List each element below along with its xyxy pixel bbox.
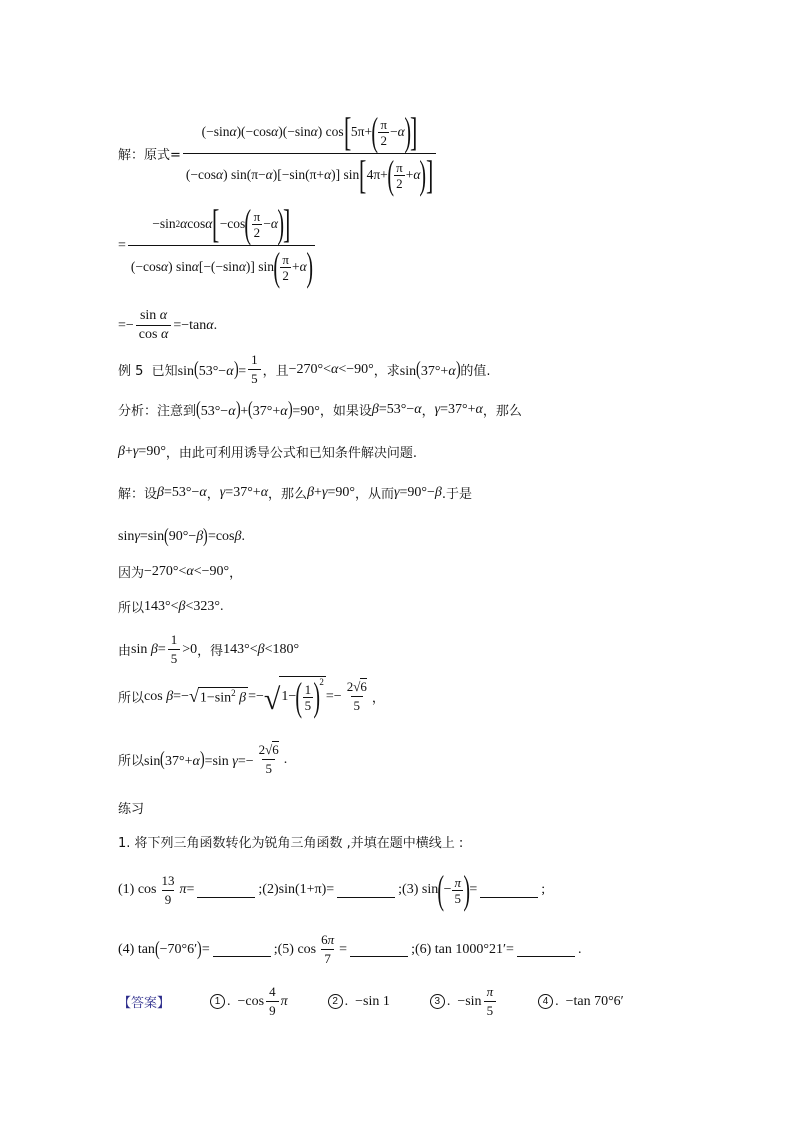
blank-6[interactable] <box>517 942 575 957</box>
solution2-line-3: 因为 −270°<α<−90° ， <box>118 563 243 581</box>
solution-line-3: =− sin α cos α =−tan α . <box>118 308 218 342</box>
solution2-line-1: 解：设 β=53°−α ， γ=37°+α ，那么 β+γ=90° ，从而 γ=90°−β .于是 <box>118 484 473 502</box>
blank-3[interactable] <box>480 883 538 898</box>
analysis-line-1: 分析：注意到 (53°−α)+(37°+α)=90° ，如果设 β=53°−α ， γ=37°+α ，那么 <box>118 398 522 420</box>
blank-4[interactable] <box>213 942 271 957</box>
example-label: 例 5 已知 <box>118 364 178 379</box>
blank-1[interactable] <box>197 883 255 898</box>
answer-1-marker: 1 <box>210 994 225 1009</box>
question-1: 1. 将下列三角函数转化为锐角三角函数 ,并填在题中横线上 : <box>118 836 464 851</box>
big-fraction-1: (−sin α )(−cos α )(−sin α ) cos [ 5π+ ( π 2 − α ) ] (−cos α ) sin(π− α )[−sin(π+ α )] sin [ 4π+ ( π 2 + α ) ] <box>183 112 436 195</box>
blank-2[interactable] <box>337 883 395 898</box>
answer-line: 【答案】 1 . −cos 4 9 π 2 . −sin 1 3 . −sin π 5 4 . −tan 70°6′ <box>118 984 624 1018</box>
solution2-line-6: 所以 cos β=− √ $1-\sin^2$ β =− √ 1− ( 1 5 ) $^2$ =− $\frac{2√6}{5}$ ， <box>118 674 385 719</box>
answer-label: 【答案】 <box>118 996 171 1011</box>
solution-line-2: = −sin 2 α cos α [ −cos ( π 2 − α ) ] (−cos α ) sin α [−(−sin α )] sin ( π 2 + α ) <box>118 204 317 287</box>
solution-label: 解：原式= <box>118 148 181 163</box>
answer-2-marker: 2 <box>328 994 343 1009</box>
answer-4-marker: 4 <box>538 994 553 1009</box>
analysis-line-2: β+γ=90° ，由此可利用诱导公式和已知条件解决问题. <box>118 443 418 461</box>
solution2-line-7: 所以 sin(37°+α)=sin γ=− $\frac{2√6}{5}$ . <box>118 742 288 776</box>
blank-5[interactable] <box>350 942 408 957</box>
question-1-row-1: (1) cos 13 9 π = ;(2)sin(1+π)= ;(3) sin ( − π 5 ) = ; <box>118 867 546 912</box>
solution2-line-2: sin γ =sin ( 90°− β ) =cos β . <box>118 525 245 547</box>
practice-heading: 练习 <box>118 802 145 817</box>
solution2-line-4: 所以 143°<β<323°. <box>118 598 224 616</box>
solution-line-1 <box>118 109 438 197</box>
question-1-row-2: (4) tan ( −70°6′ ) = ;(5) cos 6π 7 = ;(6) tan 1000°21′= . <box>118 932 582 966</box>
answer-3-marker: 3 <box>430 994 445 1009</box>
big-fraction-2: −sin 2 α cos α [ −cos ( π 2 − α ) ] (−cos α ) sin α [−(−sin α )] sin ( π 2 + α ) <box>128 204 315 287</box>
example-5: 例 5 已知 sin(53°−α)= $\frac{1}{5}$ ，且 −270°<α<−90° ，求 sin(37°+α) 的值. <box>118 352 491 386</box>
solution2-line-5: 由 sin β= $\frac{1}{5}$ >0 ，得 143°<β<180° <box>118 632 300 666</box>
